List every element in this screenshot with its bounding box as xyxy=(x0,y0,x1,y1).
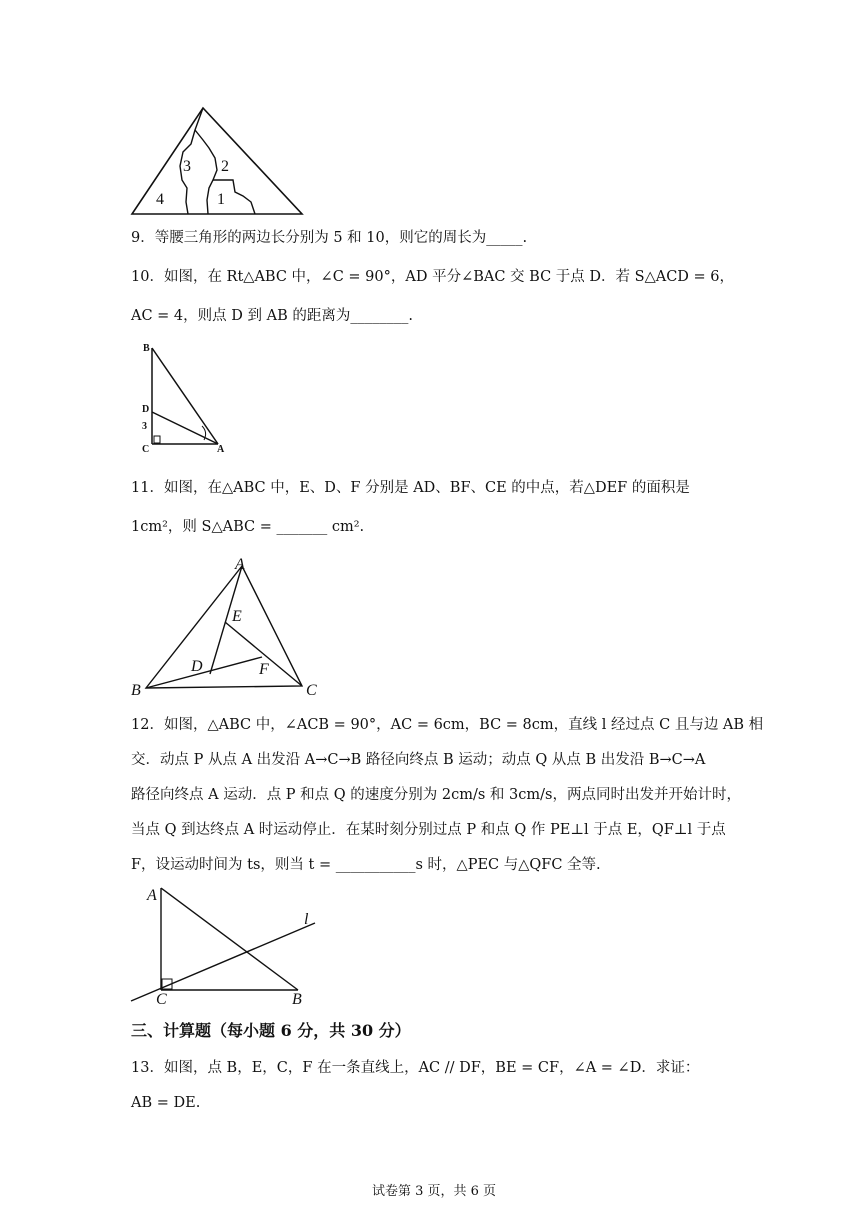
puzzle-label-3: 3 xyxy=(183,158,191,175)
q11-label-c: C xyxy=(306,682,317,699)
q10-label-d: D xyxy=(142,404,150,415)
q12-triangle-figure xyxy=(125,880,330,1008)
q12-label-c: C xyxy=(156,991,167,1008)
question-13-line-2: AB = DE. xyxy=(131,1095,201,1111)
q10-label-a: A xyxy=(217,444,225,455)
q11-triangle-figure xyxy=(125,555,330,700)
q11-label-f: F xyxy=(259,661,269,678)
q10-label-3: 3 xyxy=(142,421,147,432)
page-footer: 试卷第 3 页，共 6 页 xyxy=(371,1184,497,1199)
q11-label-a: A xyxy=(235,556,245,573)
q11-label-b: B xyxy=(131,682,141,699)
section-3-heading: 三、计算题（每小题 6 分，共 30 分） xyxy=(131,1021,411,1040)
q10-label-c: C xyxy=(142,444,150,455)
question-12-line-3: 路径向终点 A 运动．点 P 和点 Q 的速度分别为 2cm/s 和 3cm/s，两点同时出发并开始计时， xyxy=(131,787,741,803)
question-11-line-2: 1cm²，则 S△ABC = _______ cm². xyxy=(131,519,365,535)
question-12-line-2: 交．动点 P 从点 A 出发沿 A→C→B 路径向终点 B 运动；动点 Q 从点 B 出发沿 B→C→A xyxy=(131,752,706,768)
puzzle-triangle-figure xyxy=(125,104,310,220)
puzzle-label-4: 4 xyxy=(156,191,164,208)
q12-label-a: A xyxy=(147,887,157,904)
q11-label-d: D xyxy=(191,658,203,675)
q12-label-b: B xyxy=(292,991,302,1008)
puzzle-cut-right xyxy=(195,130,217,214)
question-10-line-2: AC = 4，则点 D 到 AB 的距离为________. xyxy=(131,308,413,324)
question-9: 9．等腰三角形的两边长分别为 5 和 10，则它的周长为_____. xyxy=(131,230,528,246)
question-12-line-1: 12．如图，△ABC 中，∠ACB = 90°，AC = 6cm，BC = 8cm，直线 l 经过点 C 且与边 AB 相 xyxy=(131,717,764,733)
puzzle-label-2: 2 xyxy=(221,158,229,175)
puzzle-label-1: 1 xyxy=(217,191,225,208)
q10-right-triangle-figure xyxy=(138,340,228,458)
question-11-line-1: 11．如图，在△ABC 中，E、D、F 分别是 AD、BF、CE 的中点，若△DEF 的面积是 xyxy=(131,480,690,496)
question-12-line-4: 当点 Q 到达终点 A 时运动停止．在某时刻分别过点 P 和点 Q 作 PE⊥l 于点 E，QF⊥l 于点 xyxy=(131,822,726,838)
q10-label-b: B xyxy=(143,343,150,354)
question-12-line-5: F，设运动时间为 ts，则当 t = ___________s 时，△PEC 与△QFC 全等. xyxy=(131,857,601,873)
question-10-line-1: 10．如图，在 Rt△ABC 中，∠C = 90°，AD 平分∠BAC 交 BC 于点 D．若 S△ACD = 6， xyxy=(131,269,735,285)
question-13-line-1: 13．如图，点 B，E，C，F 在一条直线上，AC // DF，BE = CF，∠A = ∠D．求证： xyxy=(131,1060,700,1076)
q11-label-e: E xyxy=(232,608,242,625)
q12-label-l: l xyxy=(304,911,309,928)
